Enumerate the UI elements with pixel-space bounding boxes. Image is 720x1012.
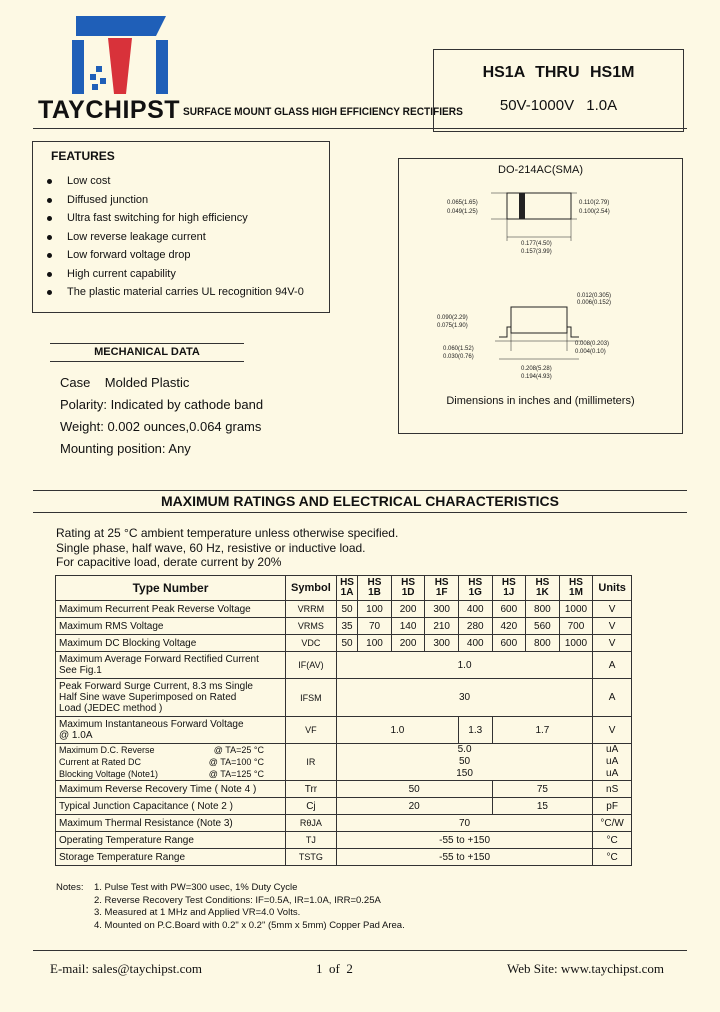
brand-name: TAYCHIPST [38, 96, 181, 124]
table-row: Peak Forward Surge Current, 8.3 ms Single Half Sine wave Superimposed on Rated Load (JEDEC method ) IFSM 30 A [56, 679, 632, 717]
part-header: HS 1A [336, 576, 357, 601]
company-logo [70, 16, 170, 94]
feature-item: High current capability [47, 268, 304, 287]
part-header: HS 1D [391, 576, 425, 601]
dim-label: 0.157(3.99) [521, 249, 552, 255]
mechanical-heading: MECHANICAL DATA [50, 343, 244, 362]
header-divider [33, 128, 687, 129]
bullet-icon [47, 235, 52, 240]
dim-label: 0.065(1.65) [447, 200, 478, 206]
part-rating: 50V-1000V 1.0A [499, 97, 618, 114]
mechanical-item: Weight: 0.002 ounces,0.064 grams [60, 419, 262, 434]
dim-label: 0.012(0.305) [577, 293, 612, 299]
table-row: Maximum D.C. Reverse @ TA=25 °C Current at Rated DC @ TA=100 °C Blocking Voltage (Note1) @ TA=125 °C IR 5.0 50 150 uA uA uA [56, 744, 632, 781]
table-row: Maximum Recurrent Peak Reverse Voltage VRRM 50 100 200 300 400 600 800 1000 V [56, 601, 632, 618]
section-title: MAXIMUM RATINGS AND ELECTRICAL CHARACTERISTICS [161, 493, 559, 509]
package-name: DO-214AC(SMA) [498, 164, 583, 176]
dim-label: 0.208(5.28) [521, 366, 552, 372]
rating-line: Rating at 25 °C ambient temperature unless otherwise specified. [56, 526, 399, 540]
mechanical-list [60, 375, 263, 463]
dim-label: 0.049(1.25) [447, 209, 478, 215]
features-heading: FEATURES [51, 149, 115, 163]
note-item: 2. Reverse Recovery Test Conditions: IF=0.5A, IR=1.0A, IRR=0.25A [94, 894, 381, 906]
section-divider-top [33, 490, 687, 491]
part-header: HS 1F [425, 576, 459, 601]
features-box [32, 141, 330, 313]
features-list [47, 175, 304, 305]
package-diagram-box [398, 158, 683, 434]
note-item: 3. Measured at 1 MHz and Applied VR=4.0 Volts. [94, 907, 301, 918]
notes [56, 882, 405, 932]
feature-item: Ultra fast switching for high efficiency [47, 212, 304, 231]
part-header: HS 1J [492, 576, 526, 601]
dim-label: 0.090(2.29) [437, 315, 468, 321]
rating-line: For capacitive load, derate current by 20% [56, 555, 282, 569]
part-header: HS 1B [358, 576, 392, 601]
section-divider-bottom [33, 512, 687, 513]
table-row: Maximum Instantaneous Forward Voltage @ 1.0A VF 1.0 1.3 1.7 V [56, 717, 632, 744]
bullet-icon [47, 179, 52, 184]
part-number-box [433, 49, 684, 132]
footer-email[interactable]: E-mail: sales@taychipst.com [50, 961, 203, 976]
part-header: HS 1K [526, 576, 560, 601]
dim-label: 0.030(0.76) [443, 354, 474, 360]
note-item: 1. Pulse Test with PW=300 usec, 1% Duty Cycle [94, 882, 298, 893]
mechanical-item: Polarity: Indicated by cathode band [60, 397, 264, 412]
dim-label: 0.110(2.79) [579, 200, 610, 206]
bullet-icon [47, 253, 52, 258]
dim-label: 0.177(4.50) [521, 241, 552, 247]
bullet-icon [47, 290, 52, 295]
bullet-icon [47, 198, 52, 203]
footer-divider [33, 950, 687, 951]
product-subtitle: SURFACE MOUNT GLASS HIGH EFFICIENCY RECTIFIERS [183, 106, 463, 118]
table-row: Operating Temperature Range TJ -55 to +150 °C [56, 832, 632, 849]
bullet-icon [47, 216, 52, 221]
table-row: Typical Junction Capacitance ( Note 2 ) Cj 20 15 pF [56, 798, 632, 815]
dim-label: 0.008(0.203) [575, 341, 610, 347]
dimension-caption: Dimensions in inches and (millimeters) [446, 395, 635, 407]
note-item: 4. Mounted on P.C.Board with 0.2" x 0.2" (5mm x 5mm) Copper Pad Area. [94, 919, 405, 931]
notes-label: Notes: [56, 882, 84, 893]
footer-website[interactable]: Web Site: www.taychipst.com [507, 961, 664, 976]
feature-item: Diffused junction [47, 194, 304, 213]
dim-label: 0.060(1.52) [443, 346, 474, 352]
table-row: Maximum RMS Voltage VRMS 35 70 140 210 280 420 560 700 V [56, 618, 632, 635]
mechanical-item: Mounting position: Any [60, 441, 191, 456]
part-title: HS1A THRU HS1M [482, 64, 635, 81]
mechanical-item: Case Molded Plastic [60, 375, 190, 390]
type-number-header: Type Number [56, 576, 286, 601]
dim-label: 0.004(0.10) [575, 349, 606, 355]
rating-conditions [56, 526, 398, 570]
dim-label: 0.100(2.54) [579, 209, 610, 215]
page-number: 1 of 2 [316, 961, 353, 976]
dim-label: 0.006(0.152) [577, 300, 612, 306]
feature-item: Low cost [47, 175, 304, 194]
part-header: HS 1M [559, 576, 593, 601]
table-row: Maximum Reverse Recovery Time ( Note 4 ) Trr 50 75 nS [56, 781, 632, 798]
feature-item: The plastic material carries UL recognition 94V-0 [47, 286, 304, 305]
symbol-header: Symbol [285, 576, 336, 601]
units-header: Units [593, 576, 632, 601]
bullet-icon [47, 272, 52, 277]
package-outline-drawing [399, 179, 682, 389]
ratings-table [55, 575, 632, 866]
table-row: Maximum Average Forward Rectified Current See Fig.1 IF(AV) 1.0 A [56, 652, 632, 679]
feature-item: Low forward voltage drop [47, 249, 304, 268]
table-row: Storage Temperature Range TSTG -55 to +150 °C [56, 849, 632, 866]
part-header: HS 1G [458, 576, 492, 601]
table-header-row [56, 576, 632, 601]
dim-label: 0.194(4.93) [521, 374, 552, 380]
table-row: Maximum Thermal Resistance (Note 3) RθJA 70 °C/W [56, 815, 632, 832]
table-row: Maximum DC Blocking Voltage VDC 50 100 200 300 400 600 800 1000 V [56, 635, 632, 652]
dim-label: 0.075(1.90) [437, 323, 468, 329]
rating-line: Single phase, half wave, 60 Hz, resistive or inductive load. [56, 540, 366, 555]
feature-item: Low reverse leakage current [47, 231, 304, 250]
